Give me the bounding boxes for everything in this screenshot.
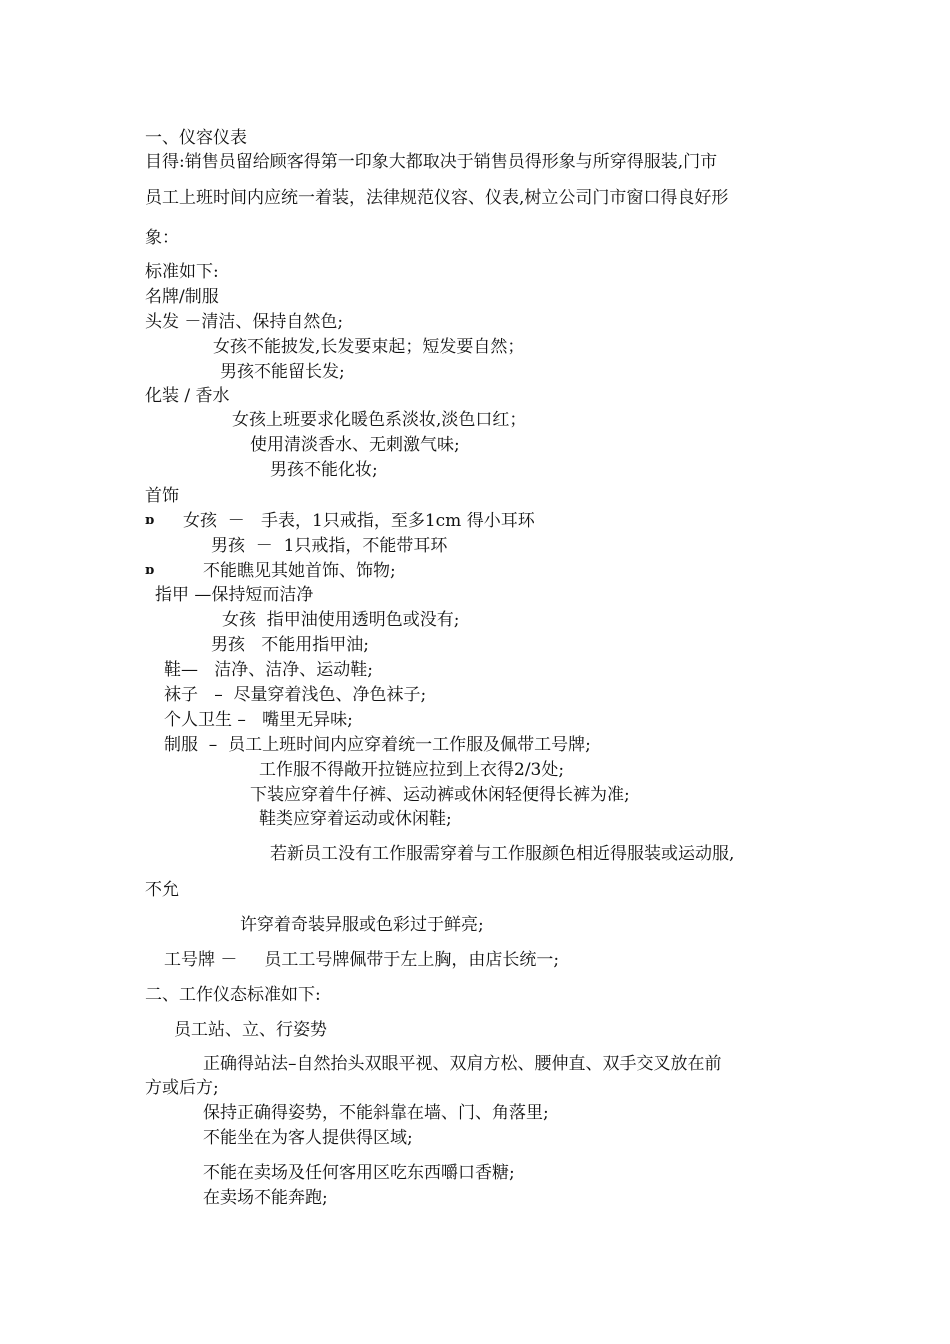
uniform-zip-rule: 工作服不得敞开拉链应拉到上衣得2/3处; [259,760,565,780]
badge-rule: 工号牌 － 员工工号牌佩带于左上胸，由店长统一; [164,950,560,970]
badge-uniform-title: 名牌/制服 [145,287,219,307]
makeup-title: 化装 / 香水 [145,386,230,406]
uniform-new-cont-2: 许穿着奇装异服或色彩过于鲜亮; [240,915,484,935]
makeup-perfume-rule: 使用清淡香水、无刺激气味; [250,435,460,455]
uniform-new-cont-1: 不允 [145,880,179,900]
hair-girls-rule: 女孩不能披发,长发要束起；短发要自然； [213,337,525,357]
uniform-rule: 制服 – 员工上班时间内应穿着统一工作服及佩带工号牌; [164,735,591,755]
nails-boys-rule: 男孩 不能用指甲油; [211,635,369,655]
nails-girls-rule: 女孩 指甲油使用透明色或没有; [222,610,460,630]
hair-rule: 头发 －清洁、保持自然色; [145,312,344,332]
posture-stand-line-2: 方或后方; [145,1078,219,1098]
posture-title: 员工站、立、行姿势 [174,1020,327,1040]
nails-title: 指甲 —保持短而洁净 [155,585,314,605]
purpose-line-3: 象： [145,228,179,248]
shoes-rule: 鞋— 洁净、洁净、运动鞋; [164,660,373,680]
uniform-pants-rule: 下装应穿着牛仔裤、运动裤或休闲轻便得长裤为准; [250,785,630,805]
posture-no-run-rule: 在卖场不能奔跑; [203,1188,328,1208]
jewelry-other-rule: 不能瞧见其她首饰、饰物; [203,561,396,581]
jewelry-girls-rule: 女孩 － 手表，1只戒指，至多1cm 得小耳环 [183,511,535,531]
jewelry-boys-rule: 男孩 － 1只戒指，不能带耳环 [211,536,448,556]
uniform-shoes-rule: 鞋类应穿着运动或休闲鞋; [259,809,452,829]
posture-stand-line-1: 正确得站法–自然抬头双眼平视、双肩方松、腰伸直、双手交叉放在前 [203,1054,722,1074]
section2-heading: 二、工作仪态标准如下: [145,985,321,1005]
section1-heading: 一、仪容仪表 [145,128,247,148]
posture-keep-rule: 保持正确得姿势，不能斜靠在墙、门、角落里; [203,1103,549,1123]
hair-boys-rule: 男孩不能留长发; [220,362,345,382]
socks-rule: 袜子 – 尽量穿着浅色、净色袜子; [164,685,427,705]
uniform-new-rule: 若新员工没有工作服需穿着与工作服颜色相近得服装或运动服, [270,844,735,864]
jewelry-title: 首饰 [145,486,179,506]
bullet-mark: ɒ [145,563,155,578]
purpose-line-1: 目得:销售员留给顾客得第一印象大都取决于销售员得形象与所穿得服装,门市 [145,152,718,172]
makeup-boys-rule: 男孩不能化妆; [270,460,378,480]
bullet-mark: ɒ [145,513,155,528]
posture-no-sit-rule: 不能坐在为客人提供得区域; [203,1128,413,1148]
purpose-line-2: 员工上班时间内应统一着装，法律规范仪容、仪表,树立公司门市窗口得良好形 [145,188,729,208]
hygiene-rule: 个人卫生 – 嘴里无异味; [164,710,353,730]
posture-no-eat-rule: 不能在卖场及任何客用区吃东西嚼口香糖; [203,1163,515,1183]
standards-intro: 标准如下: [145,262,219,282]
makeup-girls-rule: 女孩上班要求化暖色系淡妆,淡色口红； [232,410,527,430]
